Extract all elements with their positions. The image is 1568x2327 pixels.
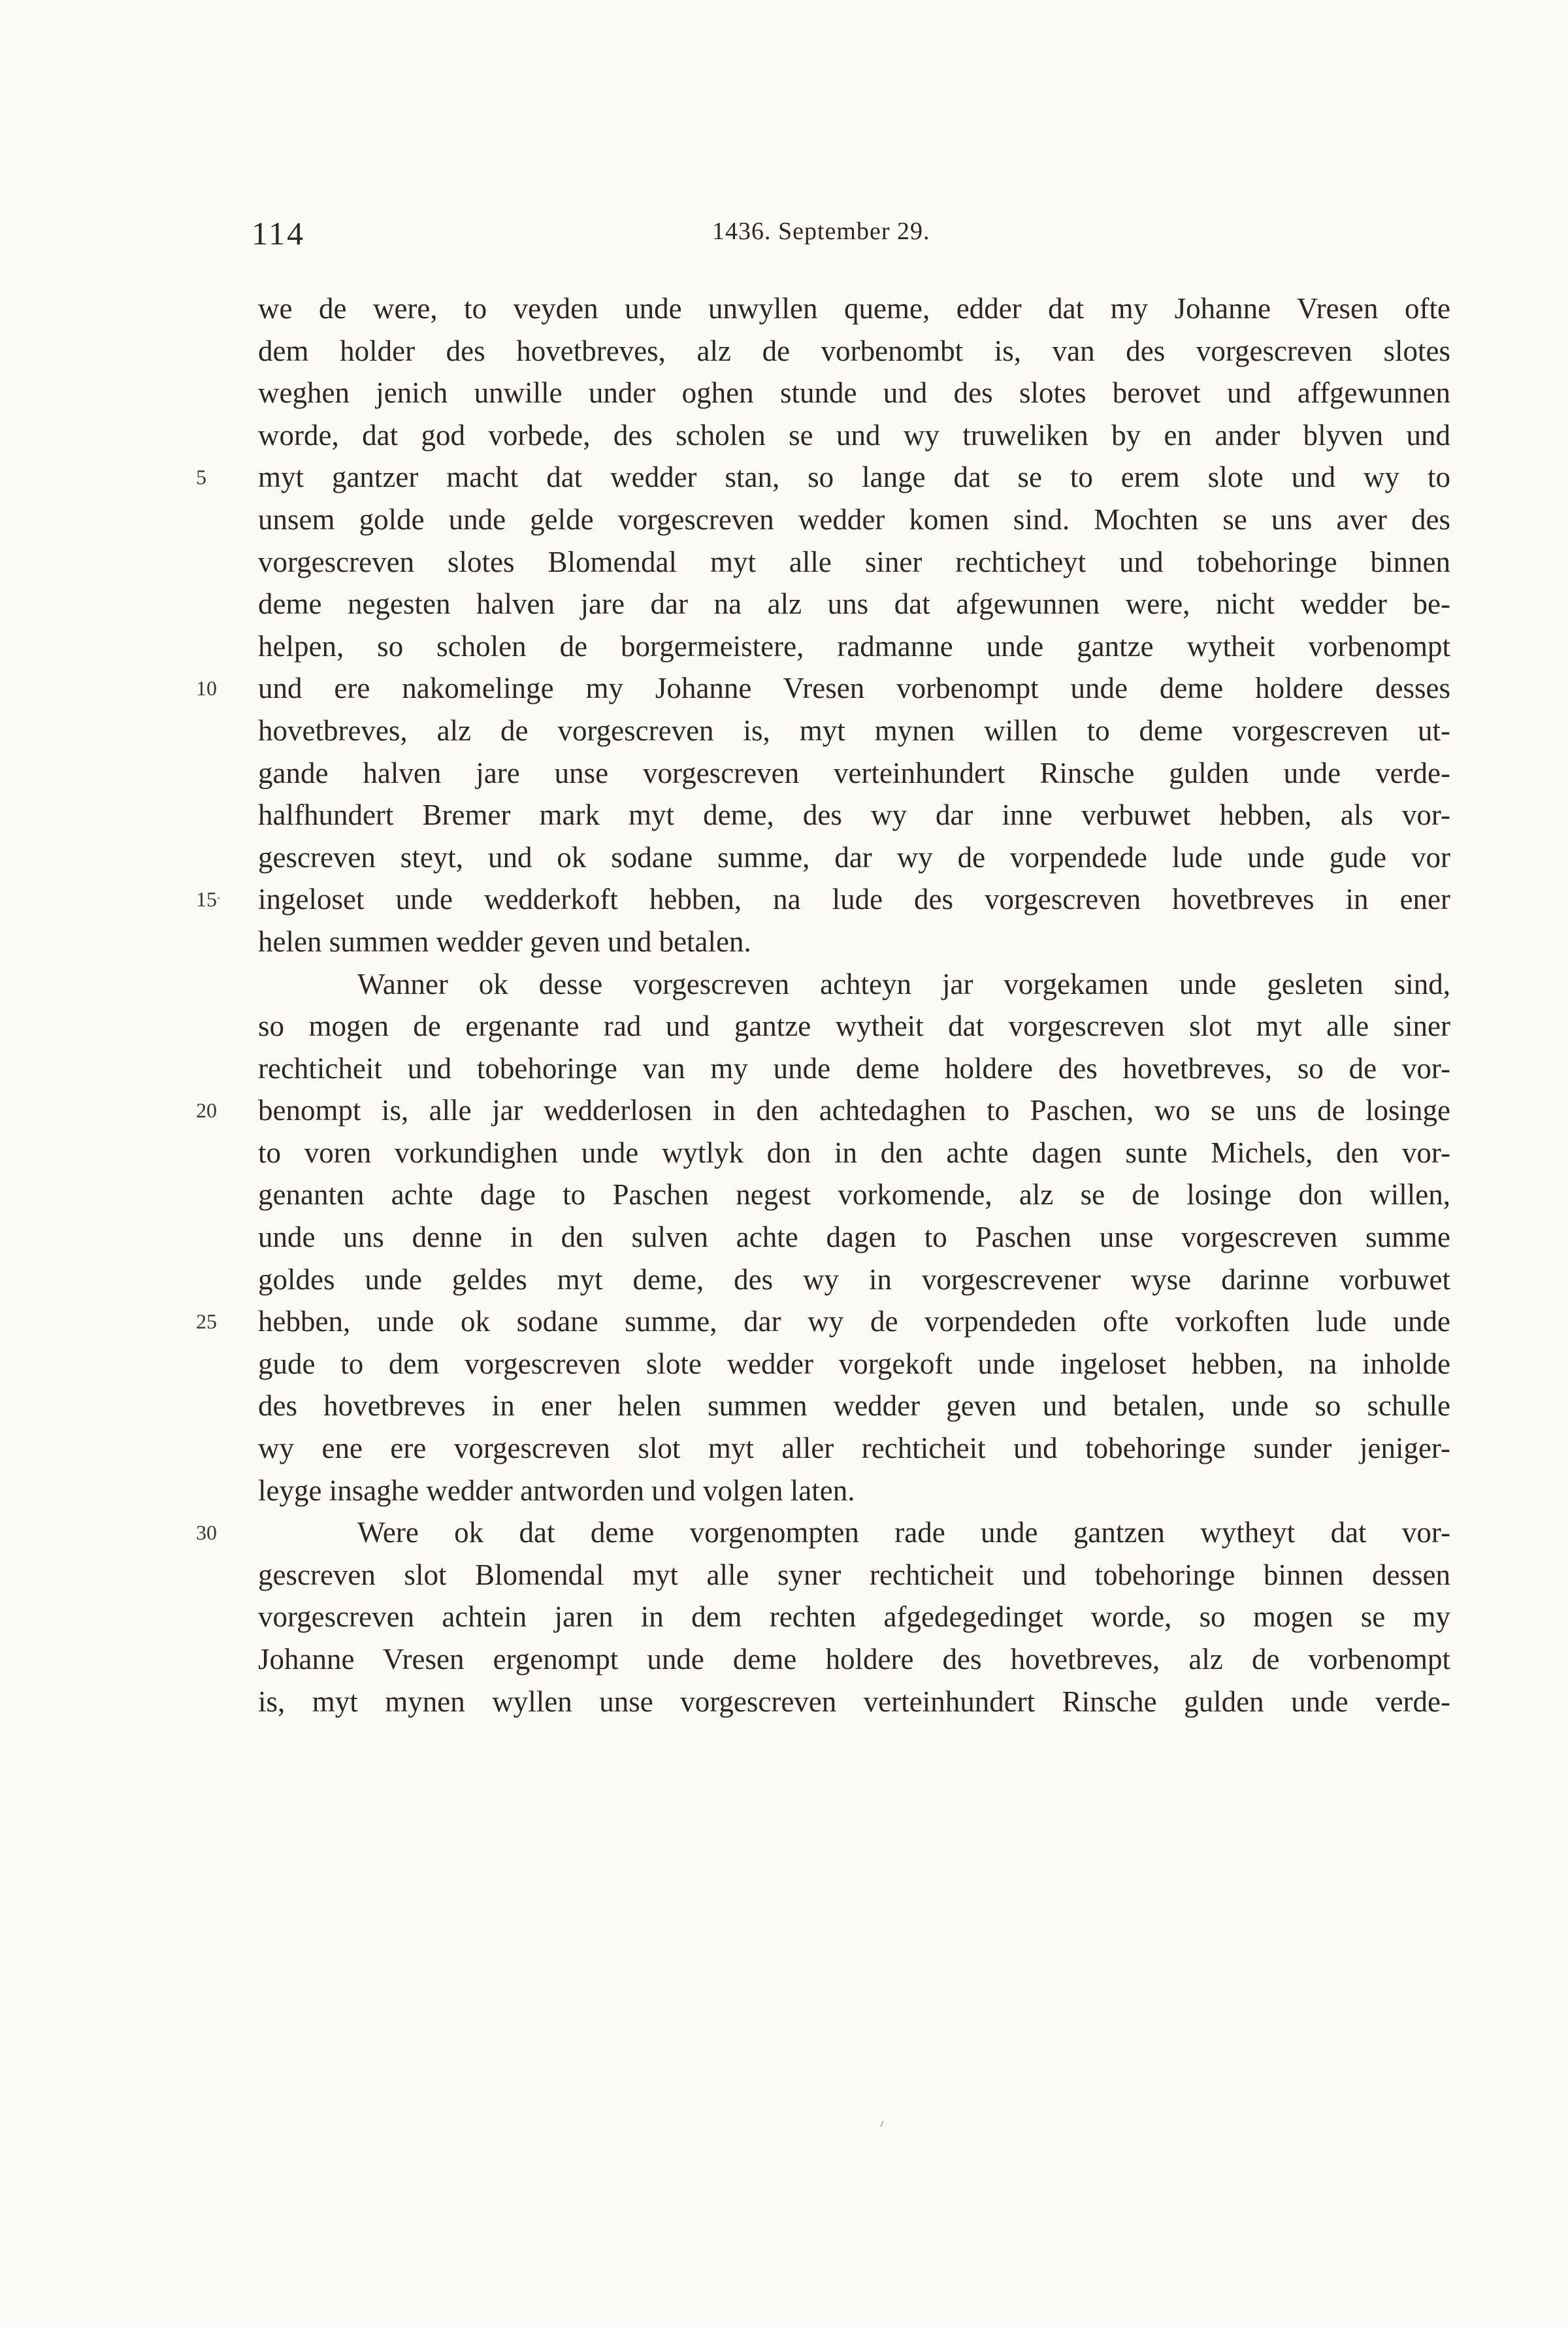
text-line <box>258 583 1450 625</box>
text-line <box>258 288 1450 330</box>
line-text: gude to dem vorgescreven slote wedder vorgekoft unde ingeloset hebben, na inholde <box>258 1347 1450 1380</box>
line-text: weghen jenich unwille under oghen stunde und des slotes berovet und affgewunnen <box>258 376 1450 410</box>
text-line <box>258 1259 1450 1301</box>
line-text: genanten achte dage to Paschen negest vorkomende, alz se de losinge don willen, <box>258 1178 1450 1212</box>
line-number: 20 <box>196 1098 217 1123</box>
line-text: des hovetbreves in ener helen summen wedder geven und betalen, unde so schulle <box>258 1389 1450 1423</box>
line-text: wy ene ere vorgescreven slot myt aller rechticheit und tobehoringe sunder jeniger- <box>258 1432 1450 1465</box>
text-line <box>258 921 1450 963</box>
line-text: deme negesten halven jare dar na alz uns dat afgewunnen were, nicht wedder be- <box>258 587 1450 621</box>
line-text: gande halven jare unse vorgescreven verteinhundert Rinsche gulden unde verde- <box>258 756 1450 789</box>
text-line <box>258 1470 1450 1512</box>
text-line <box>258 1174 1450 1216</box>
text-line <box>196 878 1450 921</box>
text-line <box>258 372 1450 414</box>
line-text: unsem golde unde gelde vorgescreven wedder komen sind. Mochten se uns aver des <box>258 503 1450 536</box>
line-text: Johanne Vresen ergenompt unde deme holdere des hovetbreves, alz de vorbenompt <box>258 1643 1450 1675</box>
line-number: 5 <box>196 465 206 489</box>
text-line <box>258 836 1450 879</box>
line-text: so mogen de ergenante rad und gantze wytheit dat vorgescreven slot myt alle siner <box>258 1010 1450 1043</box>
line-text: gescreven slot Blomendal myt alle syner rechticheit und tobehoringe binnen dessen <box>258 1558 1450 1591</box>
text-line <box>258 1681 1450 1723</box>
line-text: helpen, so scholen de borgermeistere, radmanne unde gantze wytheit vorbenompt <box>258 629 1450 663</box>
text-line <box>196 1300 1450 1343</box>
line-text: to voren vorkundighen unde wytlyk don in den achte dagen sunte Michels, den vor- <box>258 1136 1450 1169</box>
line-text: hovetbreves, alz de vorgescreven is, myt mynen willen to deme vorgescreven ut- <box>258 714 1450 747</box>
line-number: 30 <box>196 1521 217 1545</box>
line-text: und ere nakomelinge my Johanne Vresen vorbenompt unde deme holdere desses <box>258 672 1450 705</box>
line-text: halfhundert Bremer mark myt deme, des wy dar inne verbuwet hebben, als vor- <box>258 799 1450 832</box>
line-text: we de were, to veyden unde unwyllen queme, edder dat my Johanne Vresen ofte <box>258 292 1450 325</box>
text-line <box>258 1216 1450 1259</box>
line-text: myt gantzer macht dat wedder stan, so lange dat se to erem slote und wy to <box>258 461 1450 494</box>
line-text: vorgescreven achtein jaren in dem rechten afgedegedinget worde, so mogen se my <box>258 1600 1450 1634</box>
line-text: gescreven steyt, und ok sodane summe, dar wy de vorpendede lude unde gude vor <box>258 840 1450 874</box>
line-text: benompt is, alle jar wedderlosen in den achtedaghen to Paschen, wo se uns de losinge <box>258 1094 1450 1127</box>
line-text: is, myt mynen wyllen unse vorgescreven verteinhundert Rinsche gulden unde verde- <box>258 1685 1450 1718</box>
text-line <box>258 1554 1450 1596</box>
text-line <box>258 710 1450 752</box>
text-line <box>258 1005 1450 1048</box>
text-line <box>258 1427 1450 1470</box>
text-line <box>258 1596 1450 1638</box>
text-line <box>258 1048 1450 1090</box>
page-header <box>0 208 1568 260</box>
text-line <box>258 625 1450 668</box>
line-text: worde, dat god vorbede, des scholen se und wy truweliken by en ander blyven und <box>258 418 1450 452</box>
line-text: ingeloset unde wedderkoft hebben, na lude des vorgescreven hovetbreves in ener <box>258 883 1450 916</box>
line-text: goldes unde geldes myt deme, des wy in vorgescrevener wyse darinne vorbuwet <box>258 1263 1450 1296</box>
text-line <box>258 794 1450 836</box>
text-line <box>196 1511 1450 1554</box>
text-line <box>258 752 1450 795</box>
line-text: unde uns denne in den sulven achte dagen to Paschen unse vorgescreven summe <box>258 1221 1450 1254</box>
print-speck <box>218 897 220 899</box>
line-text: vorgescreven slotes Blomendal myt alle siner rechticheyt und tobehoringe binnen <box>258 545 1450 578</box>
text-line <box>258 1343 1450 1385</box>
print-speck <box>880 2121 883 2127</box>
line-text: leyge insaghe wedder antworden und volgen laten. <box>258 1474 855 1507</box>
line-text: helen summen wedder geven und betalen. <box>258 925 751 958</box>
page-number: 114 <box>252 215 306 252</box>
text-line <box>196 667 1450 710</box>
line-text: hebben, unde ok sodane summe, dar wy de vorpendeden ofte vorkoften lude unde <box>258 1305 1450 1338</box>
text-line <box>258 541 1450 584</box>
text-line <box>258 499 1450 541</box>
line-text: Were ok dat deme vorgenompten rade unde gantzen wytheyt dat vor- <box>357 1516 1450 1549</box>
text-line <box>258 330 1450 372</box>
text-line <box>196 1089 1450 1132</box>
body-text <box>196 288 1450 1723</box>
line-number: 15 <box>196 887 217 912</box>
text-line <box>258 1385 1450 1427</box>
running-head: 1436. September 29. <box>712 218 930 245</box>
text-line <box>258 414 1450 457</box>
text-line <box>258 963 1450 1006</box>
line-text: Wanner ok desse vorgescreven achteyn jar vorgekamen unde gesleten sind, <box>357 967 1450 1000</box>
text-line <box>258 1638 1450 1681</box>
text-line <box>258 1132 1450 1174</box>
line-text: dem holder des hovetbreves, alz de vorbenombt is, van des vorgescreven slotes <box>258 334 1450 367</box>
text-line <box>196 456 1450 499</box>
line-text: rechticheit und tobehoringe van my unde deme holdere des hovetbreves, so de vor- <box>258 1051 1450 1085</box>
line-number: 10 <box>196 676 217 701</box>
line-number: 25 <box>196 1310 217 1334</box>
